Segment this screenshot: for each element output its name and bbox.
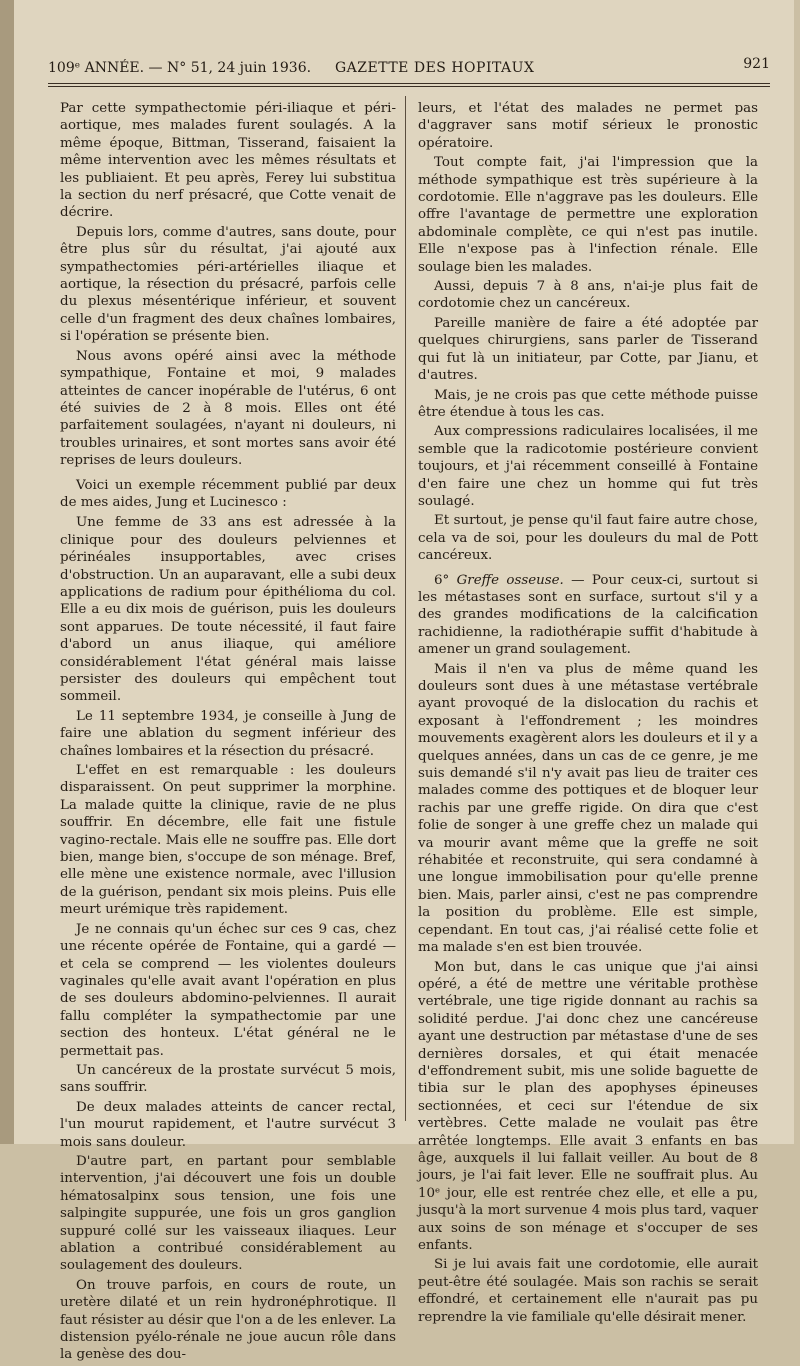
paragraph: Nous avons opéré ainsi avec la méthode sympathique, Fontaine et moi, 9 malades atteintes de cancer inopérable de l'utérus, 6 ont été suivies de 2 à 8 mois. Elles ont été parfaitement soulagées, n'ayant ni douleurs, ni troubles urinaires, et sont mortes sans avoir été reprises de leurs douleurs. (60, 348, 396, 469)
issue-info: 109ᵉ ANNÉE. — N° 51, 24 juin 1936. (48, 60, 312, 76)
paragraph: Et surtout, je pense qu'il faut faire autre chose, cela va de soi, pour les douleurs du mal de Pott cancéreux. (418, 513, 758, 564)
paragraph: Par cette sympathectomie péri-iliaque et péri-aortique, mes malades furent soulagés. A la même époque, Bittman, Tisserand, faisaient la même intervention avec les mêmes résultats et les publiaient. Et peu après, Ferey lui substitua la section du nerf présacré, que Cotte venait de décrire. (60, 101, 396, 221)
header-rule-top (48, 83, 770, 84)
column-divider (405, 96, 406, 1121)
paragraph: leurs, et l'état des malades ne permet pas d'aggraver sans motif sérieux le pronostic opératoire. (418, 101, 758, 151)
paragraph: Aussi, depuis 7 à 8 ans, n'ai-je plus fait de cordotomie chez un cancéreux. (418, 279, 758, 312)
journal-title: GAZETTE DES HOPITAUX (335, 60, 535, 76)
page-number: 921 (743, 56, 770, 72)
paragraph: Mais, je ne crois pas que cette méthode puisse être étendue à tous les cas. (418, 387, 758, 420)
paragraph: Une femme de 33 ans est adressée à la clinique pour des douleurs pelviennes et périnéales insupportables, avec crises d'obstruction. Un an auparavant, elle a subi deux applications de radium pour épithélioma du col. Elle a eu dix mois de guérison, puis les douleurs sont apparues. De toute nécessité, il faut faire d'abord un anus iliaque, qui améliore considérablement l'état général mais laisse persister des douleurs qui empêchent tout sommeil. (60, 515, 396, 705)
paragraph: Voici un exemple récemment publié par deux de mes aides, Jung et Lucinesco : (60, 477, 396, 510)
section-number: 6° (434, 572, 450, 588)
page-spine-shadow (0, 0, 14, 1144)
paragraph: L'effet en est remarquable : les douleurs disparaissent. On peut supprimer la morphine. La malade quitte la clinique, ravie de ne plus souffrir. En décembre, elle fait une fistule vagino-rectale. Mais elle ne souffre pas. Elle dort bien, mange bien, s'occupe de son ménage. Bref, elle mène une existence normale, avec l'illusion de la guérison, pendant six mois pleins. Puis elle meurt urémique très rapidement. (60, 763, 396, 918)
paragraph: Le 11 septembre 1934, je conseille à Jung de faire une ablation du segment inférieur des chaînes lombaires et la résection du présacré. (60, 708, 396, 759)
paragraph: Mon but, dans le cas unique que j'ai ainsi opéré, a été de mettre une véritable prothèse vertébrale, une tige rigide donnant au rachis sa solidité perdue. J'ai donc chez une cancéreuse ayant une destruction par métastase d'une de ses dernières dorsales, et qui était menacée d'effondrement subit, mis une solide baguette de tibia sur le plan des apophyses épineuses sectionnées, et ceci sur l'étendue de six vertèbres. Cette malade ne voulait pas être arrêtée longtemps. Elle avait 3 enfants en bas âge, auxquels il lui fallait veiller. Au bout de 8 jours, je l'ai fait lever. Elle ne souffrait plus. Au 10ᵉ jour, elle est rentrée chez elle, et elle a pu, jusqu'à la mort survenue 4 mois plus tard, vaquer aux soins de son ménage et s'occuper de ses enfants. (418, 959, 758, 1253)
paragraph: Tout compte fait, j'ai l'impression que la méthode sympathique est très supérieure à la cordotomie. Elle n'aggrave pas les douleurs. Elle offre l'avantage de permettre une exploration abdominale complète, ce qui n'est pas inutile. Elle n'expose pas à l'infection rénale. Elle soulage bien les malades. (418, 155, 758, 275)
section-title: Greffe osseuse. (456, 572, 564, 588)
paragraph: Mais il n'en va plus de même quand les douleurs sont dues à une métastase vertébrale ayant provoqué de la dislocation du rachis et exposant à l'effondrement ; les moindres mouvements exagèrent alors les douleurs et il y a quelques années, dans un cas de ce genre, je me suis demandé s'il n'y avait pas lieu de traiter ces malades comme des pottiques et de bloquer leur rachis par une greffe rigide. On dira que c'est folie de songer à une greffe chez un malade qui va mourir avant même que la greffe ne soit réhabitée et reconstruite, qui sera condamné à une longue immobilisation pour qu'elle prenne bien. Mais, parler ainsi, c'est ne pas comprendre la position du problème. Elle est simple, cependant. En tout cas, j'ai réalisé cette folie et ma malade s'en est bien trouvée. (418, 661, 758, 956)
paragraph: Pareille manière de faire a été adoptée par quelques chirurgiens, sans parler de Tisserand qui fut là un initiateur, par Cotte, par Jianu, et d'autres. (418, 315, 758, 384)
paragraph: Aux compressions radiculaires localisées, il me semble que la radicotomie postérieure convient toujours, et j'ai récemment conseillé à Fontaine d'en faire une chez un homme qui fut très soulagé. (418, 424, 758, 509)
paragraph: D'autre part, en partant pour semblable intervention, j'ai découvert une fois un double hématosalpinx sous tension, une fois une salpingite suppurée, une fois un gros ganglion suppuré collé sur les vaisseaux iliaques. Leur ablation a contribué considérablement au soulagement des douleurs. (60, 1153, 396, 1274)
header-rule-bottom (48, 86, 770, 87)
section-text: — Pour ceux-ci, surtout si les métastases sont en surface, surtout s'il y a des grandes modifications de la calcification rachidienne, la radiothérapie suffit d'habitude à amener un grand soulagement. (418, 572, 758, 658)
paragraph: Je ne connais qu'un échec sur ces 9 cas, chez une récente opérée de Fontaine, qui a gardé — et cela se comprend — les violentes douleurs vaginales qu'elle avait avant l'opération en plus de ses douleurs abdomino-pelviennes. Il aurait fallu compléter la sympathectomie par une section des honteux. L'état général ne le permettait pas. (60, 921, 396, 1059)
paragraph: Si je lui avais fait une cordotomie, elle aurait peut-être été soulagée. Mais son rachis se serait effondré, et certainement elle n'aurait pas pu reprendre la vie familiale qu'elle désirait mener. (418, 1257, 758, 1325)
paragraph: Un cancéreux de la prostate survécut 5 mois, sans souffrir. (60, 1062, 396, 1096)
page-header (48, 56, 770, 80)
paragraph: De deux malades atteints de cancer rectal, l'un mourut rapidement, et l'autre survécut 3 mois sans douleur. (60, 1099, 396, 1150)
left-column (60, 100, 396, 1366)
paragraph: Depuis lors, comme d'autres, sans doute, pour être plus sûr du résultat, j'ai ajouté aux sympathectomies péri-artérielles iliaque et aortique, la résection du présacré, parfois celle du plexus mésentérique inférieur, et souvent celle d'un fragment des deux chaînes lombaires, si l'opération se présente bien. (60, 224, 396, 345)
paragraph: On trouve parfois, en cours de route, un uretère dilaté et un rein hydronéphrotique. Il faut résister au désir que l'on a de les enlever. La distension pyélo-rénale ne joue aucun rôle dans la genèse des dou- (60, 1277, 396, 1363)
section-paragraph (418, 572, 758, 659)
